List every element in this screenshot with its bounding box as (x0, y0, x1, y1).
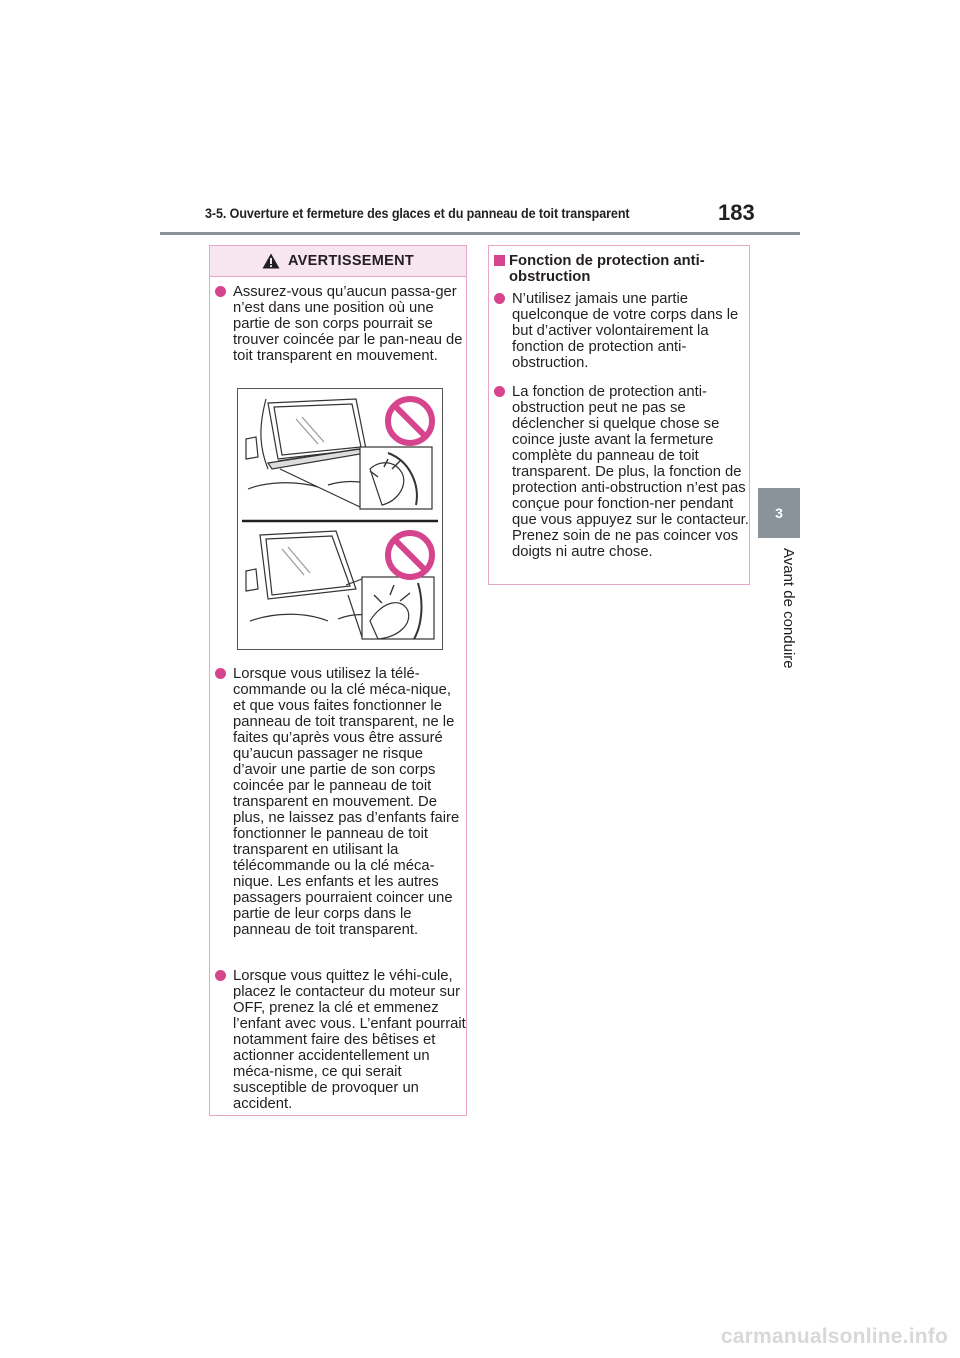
bullet-dot-icon (215, 286, 226, 297)
sunroof-pinch-illustration (237, 388, 443, 650)
warning-bullet (215, 968, 467, 1112)
anti-obstruction-title: Fonction de protection anti-obstruction (509, 253, 705, 285)
warning-bullet (215, 284, 467, 364)
section-title: 3-5. Ouverture et fermeture des glaces et du panneau de toit transparent (205, 206, 630, 221)
anti-obstruction-bullet (494, 384, 762, 560)
footer-watermark: carmanualsonline.info (720, 1325, 948, 1348)
warning-bullet (215, 666, 467, 938)
warning-header (210, 246, 466, 277)
bullet-dot-icon (494, 293, 505, 304)
bullet-dot-icon (215, 668, 226, 679)
anti-obstruction-box (488, 245, 750, 585)
sunroof-illustration-drawing (238, 389, 442, 649)
page-number: 183 (718, 200, 755, 225)
chapter-tab: 3 (758, 488, 800, 538)
anti-obstruction-bullet-text: La fonction de protection anti-obstruction peut ne pas se déclencher si quelque chose se coince juste avant la fermeture complète du panneau de toit transparent. De plus, la fonction de protection anti-obstruction n’est pas conçue pour fonction-ner pendant que vous appuyez sur le contacteur. Prenez soin de ne pas coincer vos doigts ni autre chose. (512, 384, 749, 560)
warning-box (209, 245, 467, 1116)
warning-triangle-icon (262, 253, 280, 269)
anti-obstruction-title-block (494, 253, 744, 285)
header-divider (160, 232, 800, 235)
warning-bullet-text: Lorsque vous quittez le véhi-cule, placez le contacteur du moteur sur OFF, prenez la clé et emmenez l’enfant avec vous. L’enfant pourrait notamment faire des bêtises et actionner accidentellement un méca-nisme, ce qui serait susceptible de provoquer un accident. (233, 968, 466, 1112)
bullet-dot-icon (494, 386, 505, 397)
square-bullet-icon (494, 255, 505, 266)
warning-heading: AVERTISSEMENT (287, 253, 415, 269)
warning-bullet-text: Assurez-vous qu’aucun passa-ger n’est dans une position où une partie de son corps pourrait se trouver coincée par le pan-neau de toit transparent en mouvement. (233, 284, 463, 364)
bullet-dot-icon (215, 970, 226, 981)
anti-obstruction-bullet-text: N’utilisez jamais une partie quelconque de votre corps dans le but d’activer volontairement la fonction de protection anti-obstruction. (512, 291, 739, 371)
warning-bullet-text: Lorsque vous utilisez la télé-commande ou la clé méca-nique, et que vous faites fonctionner le panneau de toit transparent, ne le faites qu’après vous être assuré qu’aucun passager ne risque d’avoir une partie de son corps coincée par le panneau de toit transparent en mouvement. De plus, ne laissez pas d’enfants faire fonctionner le panneau de toit transparent en utilisant la télécommande ou la clé méca-nique. Les enfants et les autres passagers pourraient coincer une partie de leur corps dans le panneau de toit transparent. (233, 666, 460, 938)
chapter-label: Avant de conduire (780, 548, 797, 669)
anti-obstruction-bullet (494, 291, 762, 371)
